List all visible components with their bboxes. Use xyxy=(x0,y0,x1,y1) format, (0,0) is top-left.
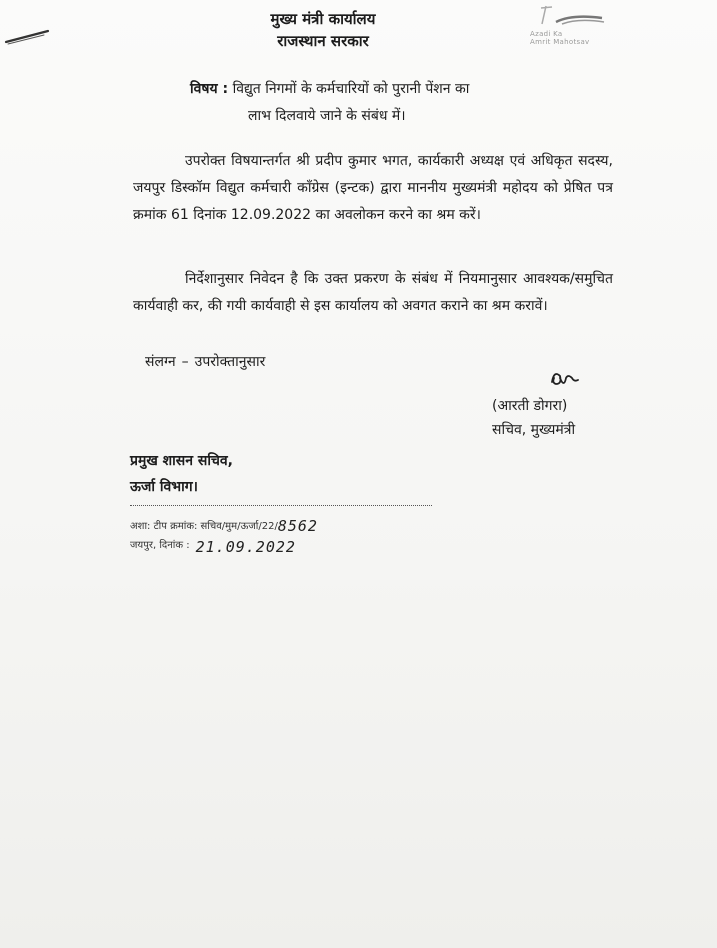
endorsement-date xyxy=(130,534,296,556)
subject-label: विषय : xyxy=(190,81,229,97)
endorsement-reference xyxy=(130,515,318,533)
signatory-name: (आरती डोगरा) xyxy=(492,398,568,414)
dotted-divider xyxy=(130,505,432,506)
office-name: मुख्य मंत्री कार्यालय xyxy=(270,10,376,28)
recipient-block xyxy=(130,448,233,500)
recipient-line2: ऊर्जा विभाग। xyxy=(130,479,198,495)
signatory-designation: सचिव, मुख्यमंत्री xyxy=(492,422,576,438)
pen-mark xyxy=(4,26,52,46)
handwritten-signature xyxy=(548,366,584,390)
azadi-ka-amrit-mahotsav-logo xyxy=(524,2,634,54)
reference-label: अशा: टीप क्रमांक: सचिव/मुम/ऊर्जा/22/ xyxy=(130,521,278,532)
enclosure-value: उपरोक्तानुसार xyxy=(194,354,266,370)
letterhead xyxy=(238,8,408,52)
enclosure-separator: – xyxy=(181,354,189,370)
logo-emblem-icon xyxy=(532,4,612,30)
government-name: राजस्थान सरकार xyxy=(277,32,369,50)
reference-number: 8562 xyxy=(277,517,318,535)
enclosure-label: संलग्न xyxy=(145,354,176,370)
body-paragraph-2: निर्देशानुसार निवेदन है कि उक्त प्रकरण के संबंध में नियमानुसार आवश्यक/समुचित कार्यवाही कर, की गयी कार्यवाही से इस कार्यालय को अवगत कराने का श्रम करावें। xyxy=(133,271,613,314)
logo-text: Azadi Ka Amrit Mahotsav xyxy=(530,30,590,46)
date-value: 21.09.2022 xyxy=(195,538,296,556)
recipient-line1: प्रमुख शासन सचिव, xyxy=(130,453,234,469)
enclosure-line xyxy=(145,352,265,371)
body-paragraph-1: उपरोक्त विषयान्तर्गत श्री प्रदीप कुमार भगत, कार्यकारी अध्यक्ष एवं अधिकृत सदस्य, जयपुर डिस्कॉम विद्युत कर्मचारी कॉंग्रेस (इन्टक) द्वारा माननीय मुख्यमंत्री महोदय को प्रेषित पत्र क्रमांक 61 दिनांक 12.09.2022 का अवलोकन करने का श्रम करें। xyxy=(133,153,613,223)
date-label: जयपुर, दिनांक : xyxy=(130,540,190,551)
subject-line1: विद्युत निगमों के कर्मचारियों को पुरानी पेंशन का xyxy=(232,81,470,97)
subject-block xyxy=(190,76,610,130)
subject-line2: लाभ दिलवाये जाने के संबंध में। xyxy=(248,108,406,124)
signatory-block xyxy=(492,394,575,442)
